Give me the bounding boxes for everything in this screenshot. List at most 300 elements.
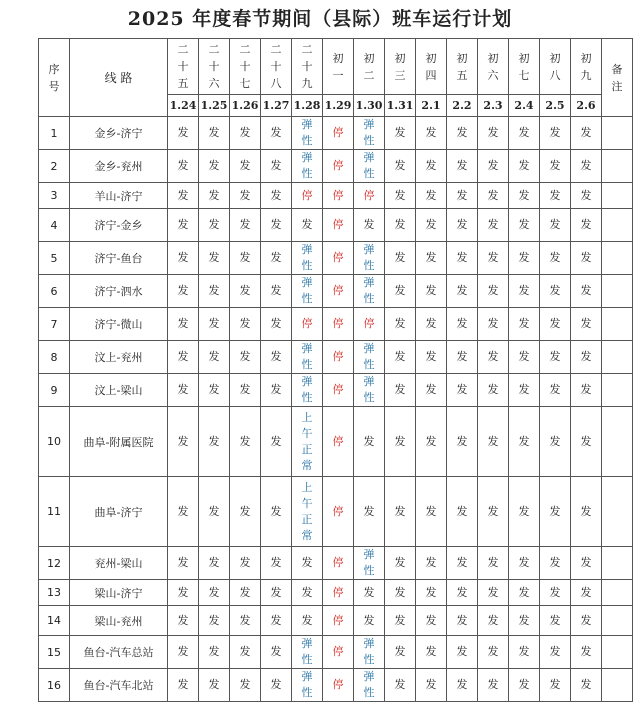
status-cell: 发 (478, 407, 509, 477)
status-cell: 停 (354, 308, 385, 341)
status-cell: 发 (230, 117, 261, 150)
status-cell: 发 (385, 669, 416, 702)
status-cell: 发 (261, 209, 292, 242)
date-header: 2.1 (416, 95, 447, 117)
status-cell: 发 (168, 341, 199, 374)
status-cell: 停 (323, 275, 354, 308)
row-number: 10 (39, 407, 70, 477)
status-cell: 发 (447, 374, 478, 407)
status-cell: 发 (478, 275, 509, 308)
status-cell: 发 (230, 242, 261, 275)
status-cell (292, 117, 323, 150)
status-cell: 发 (230, 407, 261, 477)
status-cell: 停 (323, 308, 354, 341)
page-title: 2025 年度春节期间（县际）班车运行计划 (127, 8, 513, 30)
status-cell: 发 (199, 374, 230, 407)
status-cell: 发 (509, 477, 540, 547)
status-cell: 发 (168, 275, 199, 308)
status-cell: 停 (323, 636, 354, 669)
status-cell: 发 (168, 183, 199, 209)
day-header (292, 39, 323, 95)
day-header (199, 39, 230, 95)
status-cell: 发 (509, 341, 540, 374)
status-cell (354, 150, 385, 183)
status-cell: 发 (261, 407, 292, 477)
status-char: 正 (301, 512, 313, 526)
status-cell: 发 (478, 477, 509, 547)
row-number: 16 (39, 669, 70, 702)
schedule-table (38, 38, 633, 702)
status-cell: 发 (478, 209, 509, 242)
status-cell: 发 (540, 150, 571, 183)
status-cell: 停 (292, 308, 323, 341)
status-cell: 发 (416, 150, 447, 183)
status-cell: 发 (447, 580, 478, 606)
note-cell (602, 117, 633, 150)
row-number: 7 (39, 308, 70, 341)
status-cell: 发 (447, 636, 478, 669)
status-char: 性 (301, 391, 313, 404)
status-cell: 发 (416, 606, 447, 636)
day-header (571, 39, 602, 95)
status-cell (292, 150, 323, 183)
note-cell (602, 477, 633, 547)
note-cell (602, 547, 633, 580)
status-cell: 发 (199, 209, 230, 242)
status-cell: 发 (478, 669, 509, 702)
status-cell: 发 (385, 275, 416, 308)
status-cell: 发 (354, 209, 385, 242)
status-cell: 发 (509, 275, 540, 308)
status-cell: 发 (478, 150, 509, 183)
status-cell: 发 (385, 636, 416, 669)
status-cell: 发 (385, 183, 416, 209)
status-cell: 发 (385, 242, 416, 275)
status-char: 弹 (301, 151, 313, 164)
status-cell: 发 (416, 275, 447, 308)
table-row (39, 407, 633, 477)
status-cell: 停 (323, 547, 354, 580)
status-cell: 发 (447, 150, 478, 183)
day-header (509, 39, 540, 95)
status-cell: 发 (199, 242, 230, 275)
status-cell (292, 669, 323, 702)
status-cell: 发 (416, 242, 447, 275)
table-row (39, 636, 633, 669)
status-char: 弹 (301, 118, 313, 131)
status-char: 性 (301, 259, 313, 272)
note-cell (602, 150, 633, 183)
status-char: 性 (301, 167, 313, 180)
status-cell: 发 (230, 606, 261, 636)
table-row (39, 183, 633, 209)
status-cell: 发 (540, 580, 571, 606)
status-char: 弹 (363, 342, 375, 355)
date-header: 2.5 (540, 95, 571, 117)
seq-header-text: 序 号 (48, 62, 60, 93)
status-cell: 发 (540, 407, 571, 477)
status-cell: 发 (416, 374, 447, 407)
day-header-text: 二 十 五 (177, 43, 189, 90)
status-cell: 发 (478, 636, 509, 669)
status-cell: 发 (509, 209, 540, 242)
status-cell: 停 (323, 242, 354, 275)
status-cell: 发 (540, 547, 571, 580)
status-cell: 发 (571, 242, 602, 275)
status-cell: 发 (571, 150, 602, 183)
status-cell: 停 (323, 341, 354, 374)
route-name: 汶上-兖州 (70, 341, 168, 374)
status-cell: 发 (571, 477, 602, 547)
status-char: 上 (301, 480, 313, 494)
status-cell (292, 636, 323, 669)
status-cell: 发 (540, 275, 571, 308)
status-cell: 发 (447, 242, 478, 275)
status-cell: 发 (571, 606, 602, 636)
status-cell: 发 (261, 117, 292, 150)
status-cell: 发 (385, 117, 416, 150)
day-header-text: 初 八 (549, 51, 561, 82)
date-header: 1.28 (292, 95, 323, 117)
status-cell: 发 (509, 374, 540, 407)
status-cell: 发 (261, 547, 292, 580)
status-char: 弹 (301, 670, 313, 683)
row-number: 14 (39, 606, 70, 636)
note-cell (602, 242, 633, 275)
day-header (416, 39, 447, 95)
status-cell (354, 547, 385, 580)
status-cell: 停 (323, 209, 354, 242)
date-header: 1.24 (168, 95, 199, 117)
status-cell: 发 (168, 606, 199, 636)
status-cell: 发 (571, 117, 602, 150)
seq-header (39, 39, 70, 117)
status-cell: 发 (261, 606, 292, 636)
status-cell: 发 (354, 477, 385, 547)
row-number: 9 (39, 374, 70, 407)
row-number: 8 (39, 341, 70, 374)
status-char: 性 (301, 358, 313, 371)
status-cell (292, 242, 323, 275)
status-cell: 发 (199, 547, 230, 580)
status-cell: 发 (261, 580, 292, 606)
status-cell: 发 (292, 606, 323, 636)
status-cell: 发 (168, 669, 199, 702)
status-cell: 发 (447, 669, 478, 702)
status-cell: 发 (540, 636, 571, 669)
day-header-text: 初 五 (456, 51, 468, 82)
day-header-text: 初 二 (363, 51, 375, 82)
status-char: 常 (301, 458, 313, 472)
route-name: 济宁-微山 (70, 308, 168, 341)
status-cell: 发 (509, 183, 540, 209)
status-char: 性 (363, 167, 375, 180)
table-row (39, 580, 633, 606)
row-number: 12 (39, 547, 70, 580)
row-number: 3 (39, 183, 70, 209)
status-cell: 发 (478, 547, 509, 580)
row-number: 4 (39, 209, 70, 242)
status-cell: 发 (385, 407, 416, 477)
status-cell: 发 (230, 275, 261, 308)
status-cell: 发 (416, 341, 447, 374)
table-row (39, 669, 633, 702)
day-header (354, 39, 385, 95)
status-cell: 发 (571, 275, 602, 308)
date-header: 2.4 (509, 95, 540, 117)
status-cell: 发 (478, 242, 509, 275)
status-cell: 停 (323, 669, 354, 702)
status-cell: 发 (199, 117, 230, 150)
status-cell: 发 (261, 669, 292, 702)
status-cell: 发 (571, 341, 602, 374)
status-cell: 发 (509, 308, 540, 341)
status-cell: 发 (509, 606, 540, 636)
status-cell: 发 (416, 183, 447, 209)
status-cell: 发 (230, 636, 261, 669)
status-cell: 发 (447, 308, 478, 341)
status-cell: 发 (416, 580, 447, 606)
status-cell: 发 (168, 407, 199, 477)
note-header (602, 39, 633, 117)
status-char: 弹 (363, 118, 375, 131)
date-header: 2.3 (478, 95, 509, 117)
status-cell: 发 (447, 117, 478, 150)
note-cell (602, 636, 633, 669)
status-cell: 发 (199, 308, 230, 341)
route-name: 曲阜-济宁 (70, 477, 168, 547)
status-cell: 发 (416, 117, 447, 150)
row-number: 1 (39, 117, 70, 150)
status-cell: 发 (571, 183, 602, 209)
note-cell (602, 308, 633, 341)
day-header-text: 二 十 九 (301, 43, 313, 90)
status-cell: 发 (540, 209, 571, 242)
day-header-text: 二 十 八 (270, 43, 282, 90)
status-char: 性 (363, 686, 375, 699)
table-row (39, 308, 633, 341)
status-cell: 发 (385, 477, 416, 547)
status-cell: 发 (199, 669, 230, 702)
status-cell: 发 (168, 209, 199, 242)
status-cell: 发 (230, 150, 261, 183)
status-cell: 停 (323, 150, 354, 183)
status-char: 上 (301, 410, 313, 424)
route-name: 梁山-济宁 (70, 580, 168, 606)
status-cell (292, 407, 323, 477)
note-cell (602, 209, 633, 242)
day-header (168, 39, 199, 95)
status-cell: 停 (354, 183, 385, 209)
status-cell: 发 (354, 580, 385, 606)
status-char: 正 (301, 442, 313, 456)
day-header (478, 39, 509, 95)
day-header (385, 39, 416, 95)
status-cell: 发 (416, 547, 447, 580)
status-cell: 发 (199, 606, 230, 636)
status-cell (354, 275, 385, 308)
route-name: 兖州-梁山 (70, 547, 168, 580)
day-header-text: 二 十 六 (208, 43, 220, 90)
table-row (39, 547, 633, 580)
status-cell (354, 669, 385, 702)
status-cell: 发 (571, 407, 602, 477)
status-cell: 发 (509, 242, 540, 275)
status-char: 性 (301, 134, 313, 147)
table-row (39, 275, 633, 308)
status-cell: 停 (323, 117, 354, 150)
status-cell: 发 (509, 407, 540, 477)
status-cell: 发 (292, 547, 323, 580)
table-row (39, 374, 633, 407)
status-cell: 发 (447, 477, 478, 547)
status-cell: 发 (540, 308, 571, 341)
schedule-body (39, 117, 633, 702)
row-number: 11 (39, 477, 70, 547)
route-name: 羊山-济宁 (70, 183, 168, 209)
status-char: 性 (363, 358, 375, 371)
table-row (39, 242, 633, 275)
status-cell: 发 (385, 374, 416, 407)
status-cell: 发 (261, 341, 292, 374)
status-char: 性 (301, 686, 313, 699)
status-cell: 发 (261, 275, 292, 308)
status-char: 弹 (301, 243, 313, 256)
status-cell: 发 (478, 580, 509, 606)
status-char: 弹 (363, 243, 375, 256)
status-cell: 发 (478, 308, 509, 341)
status-cell: 发 (230, 209, 261, 242)
status-cell: 停 (323, 580, 354, 606)
status-cell: 发 (447, 183, 478, 209)
status-cell: 发 (385, 308, 416, 341)
status-char: 常 (301, 528, 313, 542)
day-header (447, 39, 478, 95)
status-cell: 停 (323, 183, 354, 209)
status-cell: 发 (199, 183, 230, 209)
route-name: 曲阜-附属医院 (70, 407, 168, 477)
day-header (540, 39, 571, 95)
status-cell: 发 (230, 547, 261, 580)
status-cell: 发 (509, 580, 540, 606)
status-cell: 发 (540, 341, 571, 374)
status-cell: 停 (323, 407, 354, 477)
status-cell: 发 (540, 606, 571, 636)
status-cell (292, 275, 323, 308)
header-row-days (39, 39, 633, 95)
status-cell: 发 (230, 374, 261, 407)
date-header: 1.25 (199, 95, 230, 117)
route-name: 鱼台-汽车总站 (70, 636, 168, 669)
route-name: 梁山-兖州 (70, 606, 168, 636)
note-header-text: 备 注 (611, 62, 623, 93)
status-cell: 发 (292, 209, 323, 242)
row-number: 5 (39, 242, 70, 275)
status-char: 弹 (363, 670, 375, 683)
status-char: 弹 (363, 637, 375, 650)
status-cell: 发 (571, 209, 602, 242)
date-header: 1.27 (261, 95, 292, 117)
status-cell: 发 (540, 117, 571, 150)
status-cell: 发 (168, 117, 199, 150)
status-cell: 发 (168, 477, 199, 547)
status-cell: 停 (323, 374, 354, 407)
status-cell: 发 (261, 636, 292, 669)
status-cell: 发 (478, 183, 509, 209)
table-row (39, 606, 633, 636)
status-cell: 发 (571, 547, 602, 580)
note-cell (602, 407, 633, 477)
route-name: 济宁-金乡 (70, 209, 168, 242)
status-cell: 发 (540, 374, 571, 407)
status-cell: 发 (416, 407, 447, 477)
status-cell: 发 (478, 606, 509, 636)
status-cell: 发 (571, 580, 602, 606)
status-cell: 发 (261, 308, 292, 341)
status-cell: 发 (509, 547, 540, 580)
status-cell: 发 (447, 275, 478, 308)
note-cell (602, 606, 633, 636)
day-header (230, 39, 261, 95)
status-cell: 发 (447, 606, 478, 636)
status-cell: 发 (540, 242, 571, 275)
note-cell (602, 580, 633, 606)
status-char: 性 (363, 564, 375, 577)
status-char: 性 (363, 134, 375, 147)
status-cell: 发 (230, 308, 261, 341)
status-cell: 发 (571, 374, 602, 407)
status-cell: 发 (447, 407, 478, 477)
note-cell (602, 669, 633, 702)
status-cell: 停 (323, 477, 354, 547)
status-cell: 发 (199, 477, 230, 547)
status-cell: 发 (385, 341, 416, 374)
status-cell: 发 (168, 547, 199, 580)
route-name: 金乡-济宁 (70, 117, 168, 150)
status-cell: 发 (540, 477, 571, 547)
row-number: 2 (39, 150, 70, 183)
day-header-text: 初 三 (394, 51, 406, 82)
status-cell: 发 (261, 242, 292, 275)
status-cell: 发 (230, 580, 261, 606)
status-cell: 发 (261, 374, 292, 407)
note-cell (602, 341, 633, 374)
status-cell: 发 (385, 580, 416, 606)
status-cell: 发 (540, 183, 571, 209)
note-cell (602, 183, 633, 209)
status-cell: 发 (571, 669, 602, 702)
day-header-text: 初 一 (332, 51, 344, 82)
status-cell: 发 (199, 636, 230, 669)
day-header-text: 初 九 (580, 51, 592, 82)
status-char: 午 (301, 496, 313, 510)
date-header: 2.2 (447, 95, 478, 117)
table-row (39, 150, 633, 183)
status-char: 弹 (363, 276, 375, 289)
status-cell: 发 (478, 117, 509, 150)
status-char: 性 (363, 391, 375, 404)
status-cell: 发 (509, 117, 540, 150)
route-name: 汶上-梁山 (70, 374, 168, 407)
table-row (39, 341, 633, 374)
status-cell (354, 242, 385, 275)
status-char: 午 (301, 426, 313, 440)
status-cell: 发 (261, 477, 292, 547)
status-cell: 发 (385, 547, 416, 580)
status-cell: 发 (416, 477, 447, 547)
status-cell: 发 (478, 374, 509, 407)
day-header-text: 初 六 (487, 51, 499, 82)
